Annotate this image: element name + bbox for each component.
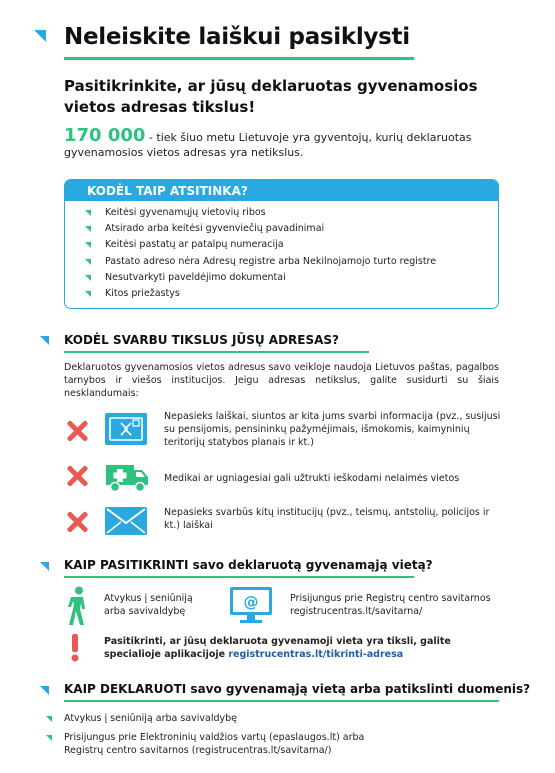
list-item: Keitėsi gyvenamųjų vietovių ribos bbox=[65, 205, 498, 221]
importance-heading: KODĖL SVARBU TIKSLUS JŪSŲ ADRESAS? bbox=[64, 333, 340, 347]
list-item: Keitėsi pastatų ar patalpų numeracija bbox=[65, 237, 498, 253]
check-address-link[interactable]: registrucentras.lt/tikrinti-adresa bbox=[228, 649, 404, 660]
computer-at-icon bbox=[228, 586, 274, 630]
corner-marker bbox=[34, 30, 46, 42]
bullet-icon bbox=[85, 291, 91, 297]
svg-text:@: @ bbox=[243, 593, 259, 611]
bullet-icon bbox=[46, 735, 52, 741]
declare-item: Atvykus į seniūniją arba savivaldybę bbox=[64, 713, 238, 724]
subtitle: Pasitikrinkite, ar jūsų deklaruotas gyvenamosios vietos adresas tikslus! bbox=[64, 77, 478, 116]
reason-text: Nepasieks laiškai, siuntos ar kita jums svarbi informacija (pvz., susijusi su pensijomis, pensininkų pažymėjimais, išmokomis, kaimyninių teritorijų statybos planais ir kt.) bbox=[164, 411, 501, 448]
stat-text: - tiek šiuo metu Lietuvoje yra gyventojų, kurių deklaruotas gyvenamosios vietos adresas yra netikslus. bbox=[64, 131, 472, 159]
why-list bbox=[65, 201, 498, 302]
envelope-icon bbox=[104, 506, 148, 540]
importance-paragraph: Deklaruotos gyvenamosios vietos adresus savo veikloje naudoja Lietuvos paštas, pagalbos tarnybos ir viešos institucijos. Jeigu adresas netikslus, galite susidurti su šiais nesklandumais: bbox=[64, 362, 499, 399]
walking-person-icon bbox=[66, 586, 90, 630]
bullet-icon bbox=[85, 259, 91, 265]
check-heading: KAIP PASITIKRINTI savo deklaruotą gyvenamąją vietą? bbox=[64, 558, 433, 572]
option-online-text: Prisijungus prie Registrų centro savitarnos registrucentras.lt/savitarna/ bbox=[290, 593, 491, 617]
bullet-icon bbox=[85, 275, 91, 281]
title-underline bbox=[64, 57, 414, 60]
red-x-icon bbox=[66, 420, 88, 442]
corner-marker bbox=[40, 686, 49, 695]
mail-card-icon bbox=[104, 411, 148, 451]
stat-number: 170 000 bbox=[64, 125, 146, 146]
section-underline bbox=[64, 351, 369, 353]
option-walk-text: Atvykus į seniūniją arba savivaldybę bbox=[104, 593, 193, 617]
exclamation-icon bbox=[70, 634, 80, 666]
reason-text: Nepasieks svarbūs kitų institucijų (pvz., teismų, antstolių, policijos ir kt.) laiškai bbox=[164, 507, 490, 531]
check-note: Pasitikrinti, ar jūsų deklaruota gyvenamoji vieta yra tiksli, galite specialioje aplikacijoje registrucentras.lt/tikrinti-adresa bbox=[104, 636, 451, 660]
ambulance-icon bbox=[104, 459, 150, 497]
why-box-heading: KODĖL TAIP ATSITINKA? bbox=[65, 180, 498, 201]
corner-marker bbox=[40, 336, 49, 345]
section-underline bbox=[64, 700, 499, 702]
red-x-icon bbox=[66, 465, 88, 487]
statistic bbox=[64, 125, 524, 160]
list-item: Nesutvarkyti paveldėjimo dokumentai bbox=[65, 270, 498, 286]
bullet-icon bbox=[46, 716, 52, 722]
section-underline bbox=[64, 576, 414, 578]
bullet-icon bbox=[85, 242, 91, 248]
corner-marker bbox=[40, 562, 49, 571]
reason-text: Medikai ar ugniagesiai gali užtrukti ieškodami nelaimės vietos bbox=[164, 473, 460, 484]
list-item: Atsirado arba keitėsi gyvenviečių pavadinimai bbox=[65, 221, 498, 237]
list-item: Kitos priežastys bbox=[65, 286, 498, 302]
declare-item: Prisijungus prie Elektroninių valdžios vartų (epaslaugos.lt) arba Registrų centro savitarnos (registrucentras.lt/savitarna/) bbox=[64, 732, 365, 756]
bullet-icon bbox=[85, 210, 91, 216]
list-item: Pastato adreso nėra Adresų registre arba Nekilnojamojo turto registre bbox=[65, 254, 498, 270]
declare-heading: KAIP DEKLARUOTI savo gyvenamąją vietą arba patikslinti duomenis? bbox=[64, 682, 531, 696]
bullet-icon bbox=[85, 226, 91, 232]
why-box bbox=[64, 179, 499, 309]
red-x-icon bbox=[66, 511, 88, 533]
page-title: Neleiskite laiškui pasiklysti bbox=[64, 24, 410, 50]
